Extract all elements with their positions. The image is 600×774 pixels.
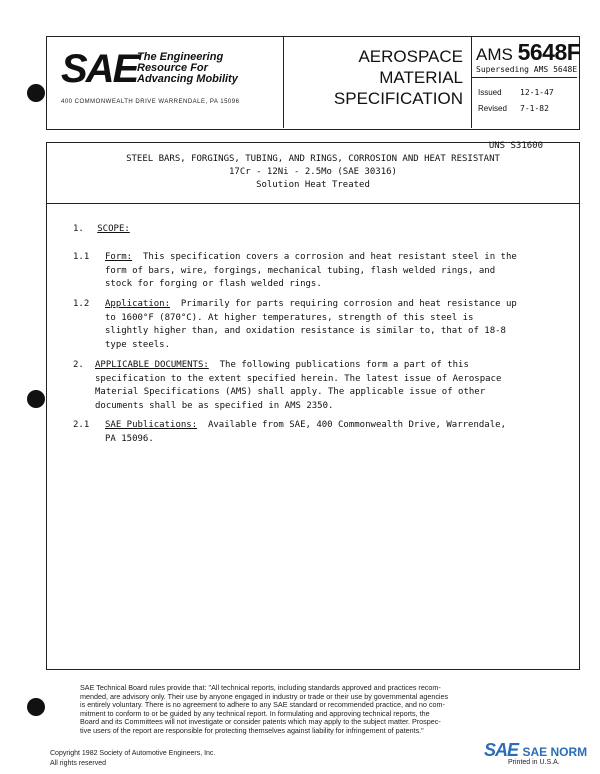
title-line: Solution Heat Treated [256,180,370,190]
punch-hole-bottom [27,698,45,716]
issued-label: Issued [478,88,502,97]
section-heading: Form: [105,252,133,262]
issued-date: 12-1-47 [520,88,554,97]
sae-norm-watermark [484,740,587,761]
punch-hole-middle [27,390,45,408]
section-heading: SCOPE: [97,224,130,234]
punch-hole-top [27,84,45,102]
section-text: stock for forging or flash welded rings. [105,279,322,289]
title-line: STEEL BARS, FORGINGS, TUBING, AND RINGS, CORROSION AND HEAT RESISTANT [126,154,500,164]
tagline-line: Advancing Mobility [137,73,238,85]
notice-line: SAE Technical Board rules provide that: "All technical reports, including standards approved and practices recom- [80,683,441,692]
section-number: 1.2 [73,299,90,309]
issue-dates [478,85,554,117]
section-text: The following publications form a part of this [219,360,469,370]
section-text: Available from SAE, 400 Commonwealth Drive, Warrendale, [207,420,506,430]
category-line: SPECIFICATION [333,89,463,108]
sae-logo: SAE [61,47,138,91]
section-text: slightly higher than, and oxidation resistance is similar to, that of 18-8 [105,326,506,336]
title-line: 17Cr - 12Ni - 2.5Mo (SAE 30316) [229,167,397,177]
uns-number: UNS S31600 [488,141,543,151]
copyright-line: All rights reserved [50,760,107,767]
revised-row [478,101,554,117]
divider [472,77,577,78]
watermark-logo: SAE [484,740,519,760]
document-title [47,153,579,192]
revised-label: Revised [478,104,507,113]
section-number: 2. [73,360,84,370]
document-body [46,142,580,670]
section-1 [73,223,130,237]
publisher-address: 400 COMMONWEALTH DRIVE WARRENDALE, PA 15096 [61,99,240,105]
section-number: 1.1 [73,252,90,262]
spec-id-block [471,37,581,128]
section-heading: Application: [105,299,171,309]
notice-line: mitment to conform to or be guided by any technical report. In formulating and approving technical reports, the [80,708,430,718]
section-number: 1. [73,224,84,234]
section-heading: APPLICABLE DOCUMENTS: [95,360,209,370]
watermark-text: SAE NORM [522,745,588,759]
issued-row [478,85,554,101]
publisher-tagline [137,52,238,85]
spec-code: 5648F [517,39,581,65]
section-text: This specification covers a corrosion and heat resistant steel in the [142,252,517,262]
section-text: type steels. [105,339,171,350]
printed-in: Printed in U.S.A. [508,759,560,766]
tagline-line: The Engineering [137,51,224,63]
copyright-line: Copyright 1982 Society of Automotive Engineers, Inc. [50,750,216,757]
section-text: form of bars, wire, forgings, mechanical tubing, flash welded rings, and [105,265,496,276]
section-text: specification to the extent specified herein. The latest issue of Aerospace [95,373,502,384]
section-number: 2.1 [73,420,90,430]
notice-line: mended, are advisory only. Their use by anyone engaged in industry or trade or their use by governmental agencies [80,691,449,701]
section-text: to 1600°F (870°C). At higher temperatures, strength of this steel is [105,312,474,323]
category-line: MATERIAL [379,68,463,87]
notice-line: Board and its Committees will not investigate or consider patents which may apply to the subject matter. Prospec- [80,717,441,727]
superseding-note: Superseding AMS 5648E [476,65,578,74]
tagline-line: Resource For [137,62,208,74]
spec-number [476,39,580,66]
section-heading: SAE Publications: [105,420,198,430]
document-category [283,37,471,128]
revised-date: 7-1-82 [520,104,549,113]
section-text: PA 15096. [105,433,154,444]
document-header [46,36,580,130]
publisher-block [47,37,282,128]
section-text: Material Specifications (AMS) shall apply. The applicable issue of other [95,387,486,397]
title-divider [47,203,579,204]
section-text: Primarily for parts requiring corrosion and heat resistance up [180,299,517,309]
notice-line: tive users of the report are responsible for protecting themselves against liability for infringement of patents." [80,725,424,735]
category-line: AEROSPACE [358,47,463,66]
notice-line: is entirely voluntary. There is no agreement to adhere to any SAE standard or recommended practice, and no com- [80,700,445,710]
section-text: documents shall be as specified in AMS 2350. [95,400,334,411]
spec-prefix: AMS [476,45,513,64]
copyright-notice [50,749,215,769]
technical-board-notice [80,684,580,736]
